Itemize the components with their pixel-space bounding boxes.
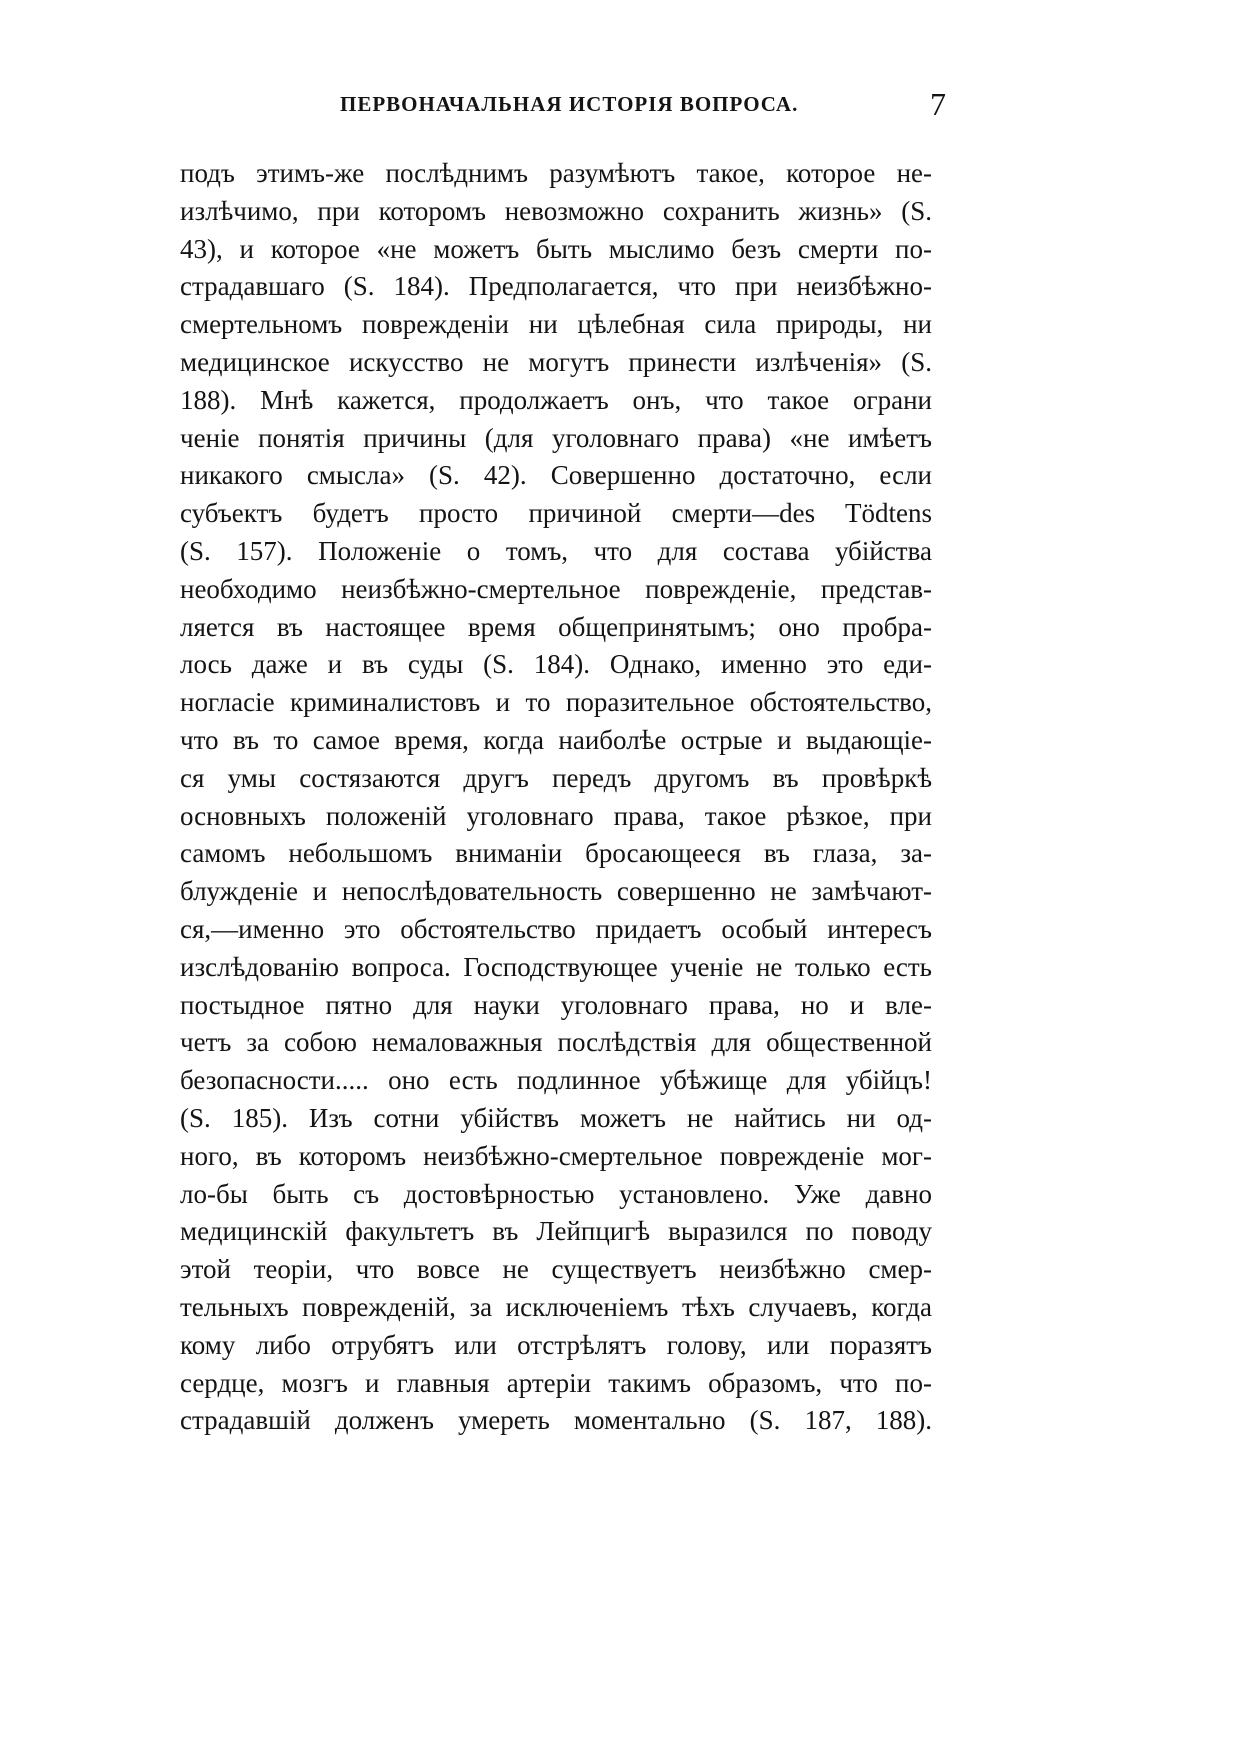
text-line: самомъ небольшомъ вниманіи бросающееся въ глаза, за- <box>180 838 932 869</box>
text-line: ляется въ настоящее время общепринятымъ; оно пробра- <box>180 611 932 642</box>
text-line: ногласіе криминалистовъ и то поразительное обстоятельство, <box>180 687 932 718</box>
body-text <box>180 155 932 1440</box>
text-line: страдавшаго (S. 184). Предполагается, что при неизбѣжно- <box>180 271 932 302</box>
page-number: 7 <box>930 86 946 122</box>
text-line: подъ этимъ-же послѣднимъ разумѣютъ такое, которое не- <box>180 158 932 188</box>
text-line: смертельномъ поврежденіи ни цѣлебная сила природы, ни <box>180 309 932 340</box>
text-line: изслѣдованію вопроса. Господствующее ученіе не только есть <box>180 951 932 982</box>
text-line: основныхъ положеній уголовнаго права, такое рѣзкое, при <box>180 800 932 831</box>
text-line: постыдное пятно для науки уголовнаго права, но и вле- <box>180 989 932 1020</box>
text-line: медицинское искусство не могутъ принести излѣченія» (S. <box>180 346 932 377</box>
text-line: этой теоріи, что вовсе не существуетъ неизбѣжно смер- <box>180 1254 932 1285</box>
text-line: ся,—именно это обстоятельство придаетъ особый интересъ <box>180 913 932 944</box>
text-line: ного, въ которомъ неизбѣжно-смертельное поврежденіе мог- <box>180 1140 932 1171</box>
text-line: безопасности..... оно есть подлинное убѣжище для убійцъ! <box>180 1065 932 1096</box>
text-line: субъектъ будетъ просто причиной смерти—des Tödtens <box>180 498 932 529</box>
text-line: (S. 157). Положеніе о томъ, что для состава убійства <box>180 535 932 566</box>
text-line: излѣчимо, при которомъ невозможно сохранить жизнь» (S. <box>180 195 932 226</box>
text-line: ся умы состязаются другъ передъ другомъ въ провѣркѣ <box>180 762 932 793</box>
text-line: (S. 185). Изъ сотни убійствъ можетъ не найтись ни од- <box>180 1102 932 1133</box>
text-line: страдавшій долженъ умереть моментально (S. 187, 188). <box>180 1405 932 1436</box>
text-line: 188). Мнѣ кажется, продолжаетъ онъ, что такое ограни <box>180 384 932 415</box>
text-line: что въ то самое время, когда наиболѣе острые и выдающіе- <box>180 724 932 755</box>
text-line: тельныхъ поврежденій, за исключеніемъ тѣхъ случаевъ, когда <box>180 1291 932 1322</box>
text-line: лось даже и въ суды (S. 184). Однако, именно это еди- <box>180 649 932 680</box>
text-line: медицинскій факультетъ въ Лейпцигѣ выразился по поводу <box>180 1216 932 1247</box>
running-title: ПЕРВОНАЧАЛЬНАЯ ИСТОРІЯ ВОПРОСА. <box>340 92 799 116</box>
text-line: ло-бы быть съ достовѣрностью установлено. Уже давно <box>180 1178 932 1209</box>
text-line: сердце, мозгъ и главныя артеріи такимъ образомъ, что по- <box>180 1367 932 1398</box>
text-line: ченіе понятія причины (для уголовнаго права) «не имѣетъ <box>180 422 932 453</box>
text-line: необходимо неизбѣжно-смертельное поврежденіе, представ- <box>180 573 932 604</box>
text-line: блужденіе и непослѣдовательность совершенно не замѣчают- <box>180 876 932 907</box>
text-line: кому либо отрубятъ или отстрѣлятъ голову, или поразятъ <box>180 1329 932 1360</box>
text-line: никакого смысла» (S. 42). Совершенно достаточно, если <box>180 460 932 491</box>
text-line: четъ за собою немаловажныя послѣдствія для общественной <box>180 1027 932 1058</box>
text-line: 43), и которое «не можетъ быть мыслимо безъ смерти по- <box>180 233 932 264</box>
